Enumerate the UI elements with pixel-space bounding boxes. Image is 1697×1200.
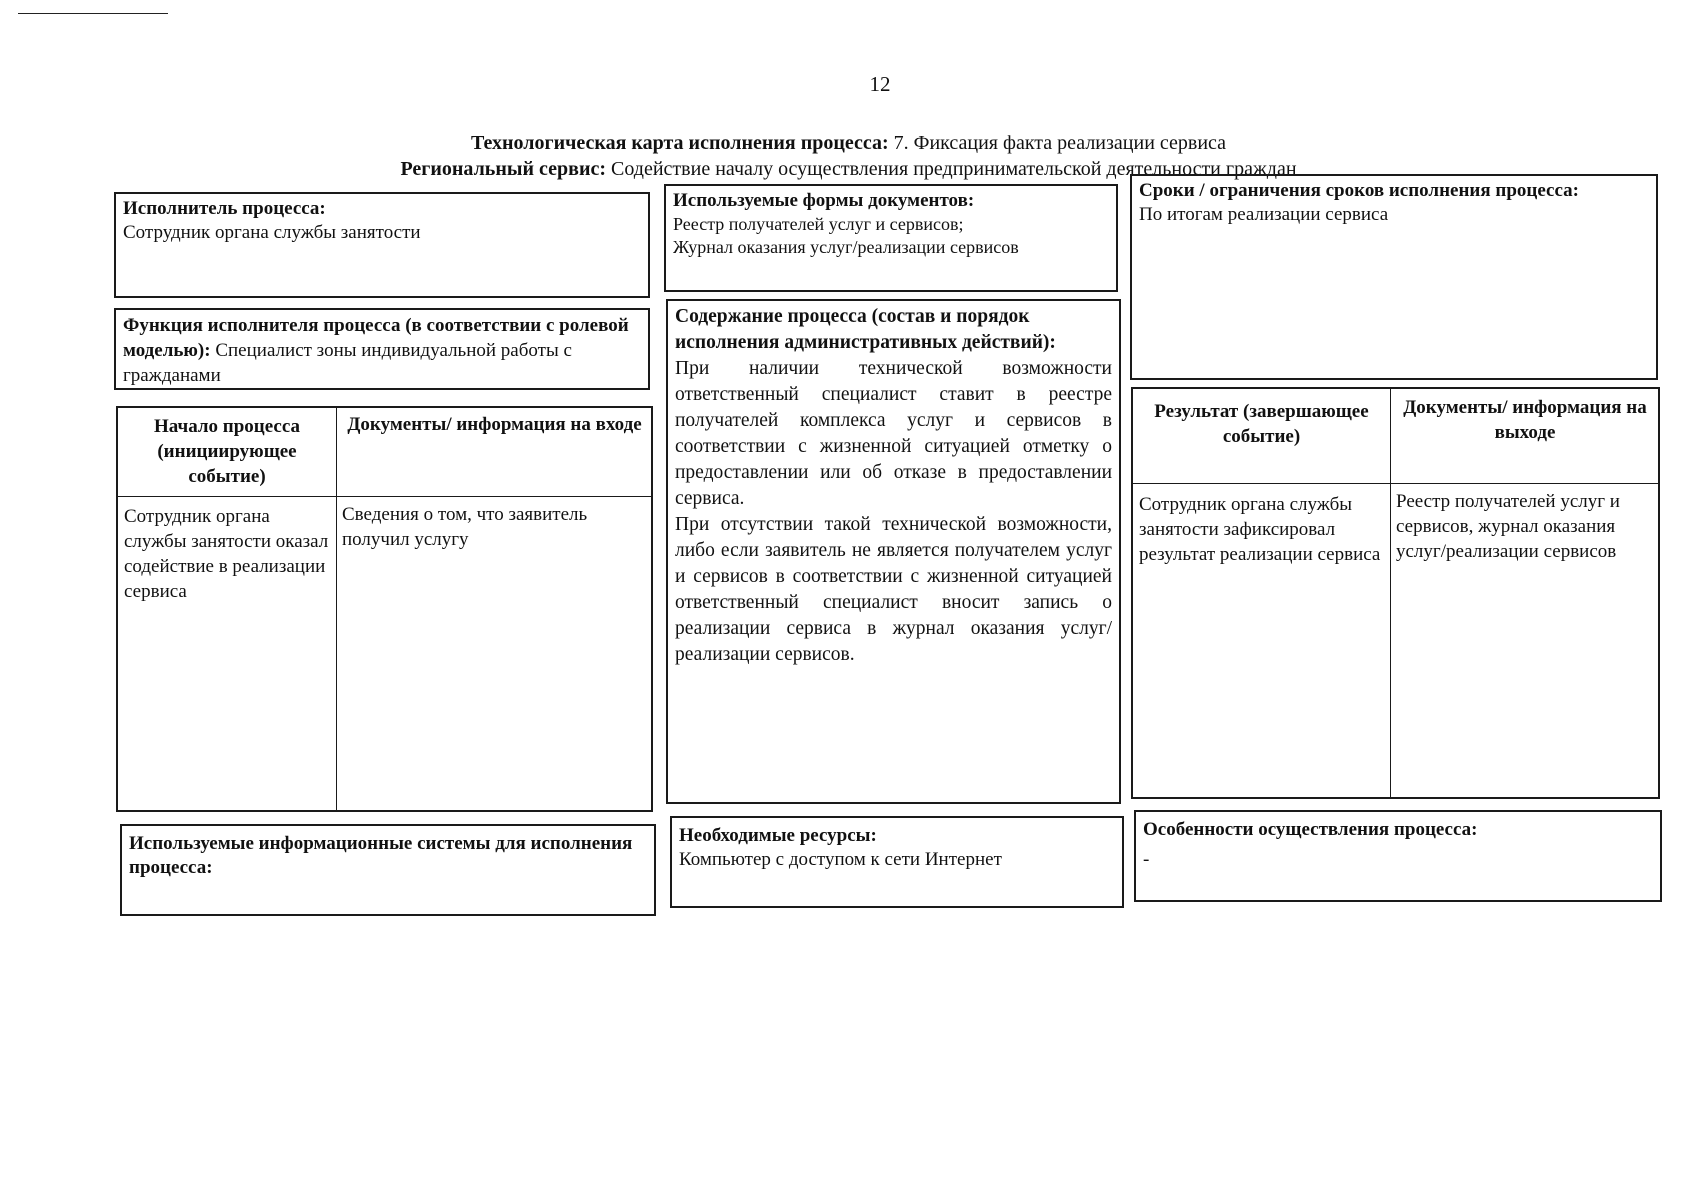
result-col1-value: Сотрудник органа службы занятости зафиксировал результат реализации сервиса	[1139, 494, 1381, 565]
result-col1-header: Результат (завершающее событие)	[1154, 401, 1369, 447]
deadlines-value: По итогам реализации сервиса	[1139, 204, 1389, 225]
resources-value: Компьютер с доступом к сети Интернет	[679, 849, 1002, 870]
deadlines-label: Сроки / ограничения сроков исполнения процесса:	[1139, 180, 1579, 201]
function-label: Функция исполнителя процесса (в соответствии с ролевой моделью):	[123, 315, 629, 361]
info-systems-box	[120, 824, 656, 916]
result-col2-header: Документы/ информация на выходе	[1403, 397, 1647, 443]
content-para2: При отсутствии такой технической возможности, либо если заявитель не является получателем услуг и сервисов в соответствии с жизненной ситуацией ответственный специалист вносит запись о реализации сервиса в журнал оказания услуг/реализации сервисов.	[675, 514, 1112, 665]
title-label: Технологическая карта исполнения процесса:	[470, 132, 889, 154]
forms-line1: Реестр получателей услуг и сервисов;	[673, 214, 964, 234]
title-value: 7. Фиксация факта реализации сервиса	[888, 132, 1227, 154]
executor-box	[114, 192, 650, 298]
content-label: Содержание процесса (состав и порядок исполнения административных действий):	[675, 306, 1056, 353]
info-systems-label: Используемые информационные системы для исполнения процесса:	[129, 833, 633, 878]
start-col1-header: Начало процесса (инициирующее событие)	[153, 416, 301, 487]
document-title	[0, 131, 1697, 155]
features-label: Особенности осуществления процесса:	[1143, 819, 1478, 840]
deadlines-box	[1130, 174, 1658, 380]
features-box	[1134, 810, 1662, 902]
content-box	[666, 299, 1121, 804]
top-rule	[18, 13, 168, 14]
content-para1: При наличии технической возможности ответственный специалист ставит в реестре получателей комплекса услуг и сервисов в соответствии с жизненной ситуацией отметку о предоставлении или об отказе в предоставлении сервиса.	[675, 358, 1112, 509]
features-value: -	[1143, 849, 1150, 870]
start-table-header-rule	[118, 496, 651, 497]
forms-label: Используемые формы документов:	[673, 190, 975, 211]
executor-label: Исполнитель процесса:	[123, 198, 326, 219]
start-col1-value: Сотрудник органа службы занятости оказал содействие в реализации сервиса	[124, 506, 329, 602]
function-box	[114, 308, 650, 390]
forms-box	[664, 184, 1118, 292]
resources-label: Необходимые ресурсы:	[679, 825, 877, 846]
subtitle-value: Содействие началу осуществления предпринимательской деятельности граждан	[606, 158, 1297, 180]
forms-line2: Журнал оказания услуг/реализации сервисов	[673, 237, 1019, 257]
start-col2-header: Документы/ информация на входе	[347, 414, 642, 435]
result-table	[1131, 387, 1660, 799]
result-table-header-rule	[1133, 483, 1658, 484]
page-number: 12	[869, 72, 891, 96]
function-value: Специалист зоны индивидуальной работы с гражданами	[123, 340, 572, 386]
start-table	[116, 406, 653, 812]
result-col2-value: Реестр получателей услуг и сервисов, журнал оказания услуг/реализации сервисов	[1396, 491, 1620, 562]
resources-box	[670, 816, 1124, 908]
executor-value: Сотрудник органа службы занятости	[123, 222, 421, 243]
subtitle-label: Региональный сервис:	[400, 158, 607, 180]
start-col2-value: Сведения о том, что заявитель получил услугу	[342, 504, 588, 550]
